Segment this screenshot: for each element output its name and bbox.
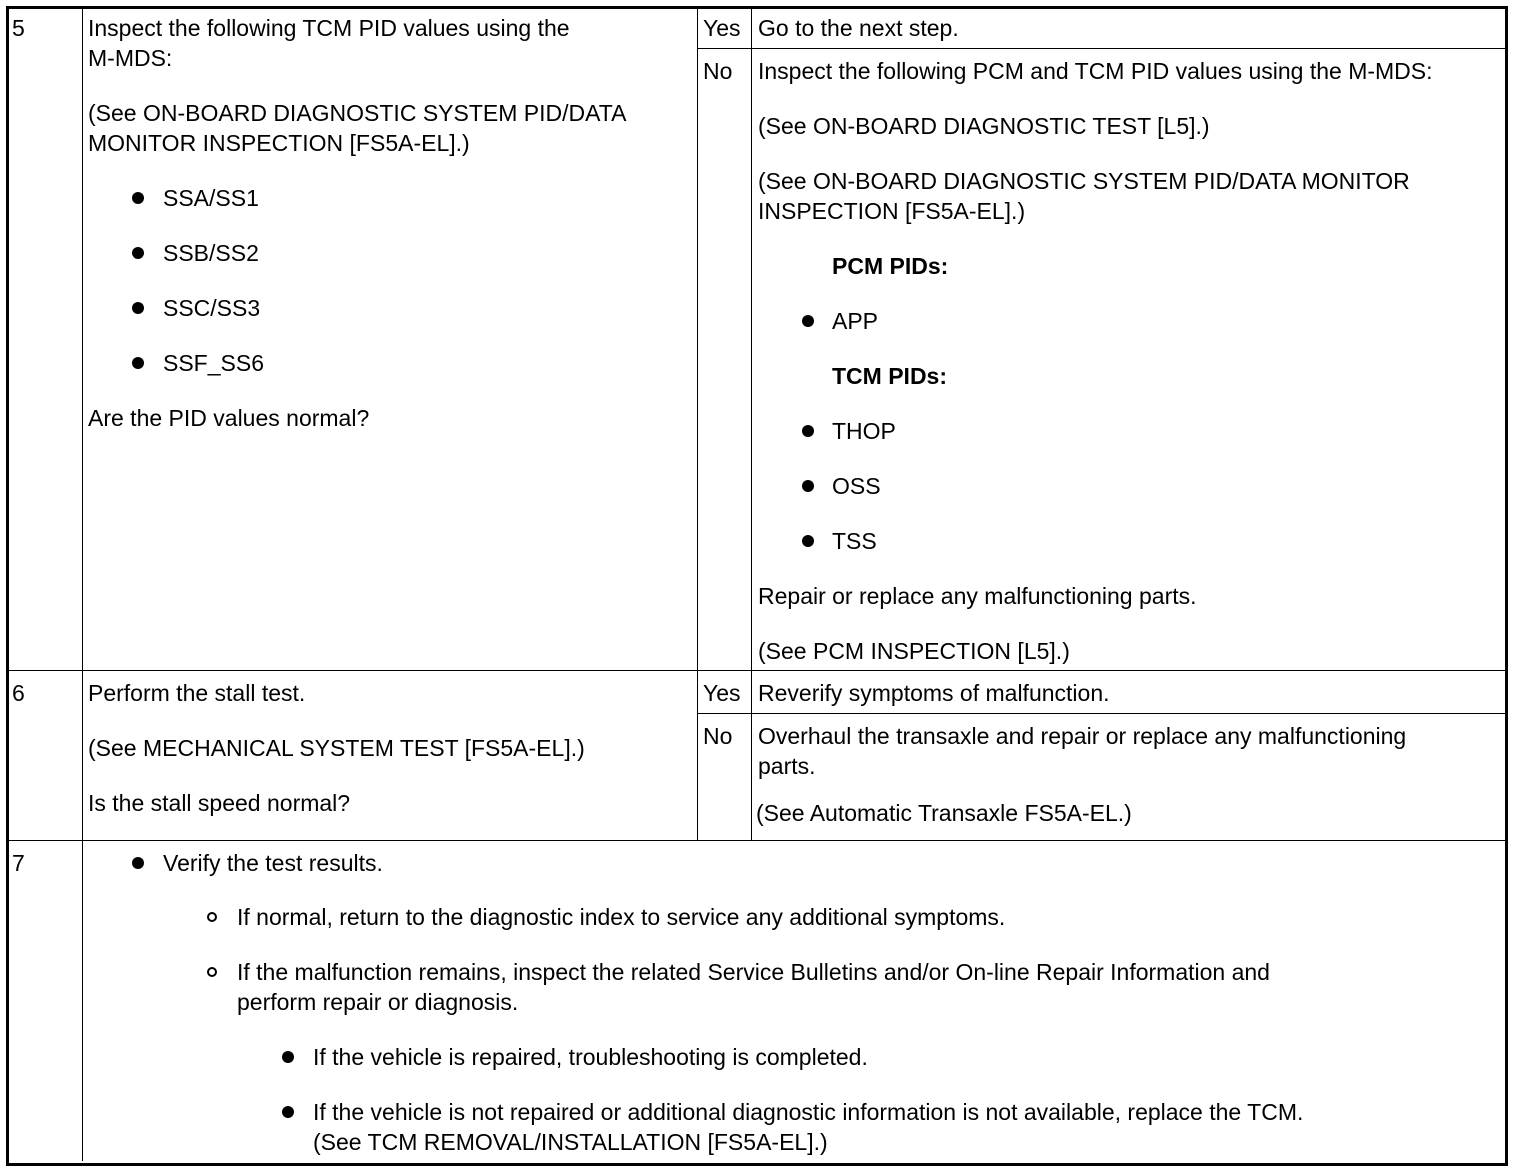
step7-verify: Verify the test results. bbox=[163, 850, 383, 876]
bullet-icon bbox=[132, 247, 144, 259]
step7-remains-line1: If the malfunction remains, inspect the related Service Bulletins and/or On-line Repair Information and bbox=[237, 959, 1270, 985]
bullet-icon bbox=[802, 315, 814, 327]
result-column-divider-step5 bbox=[751, 9, 752, 670]
step6-action-line1: Perform the stall test. bbox=[88, 680, 306, 706]
step6-yes-no-divider bbox=[698, 713, 1505, 714]
step5-pid-item: SSC/SS3 bbox=[163, 295, 261, 321]
result-column-divider-step6 bbox=[751, 671, 752, 840]
step5-action-see1: (See ON-BOARD DIAGNOSTIC SYSTEM PID/DATA bbox=[88, 100, 627, 126]
bullet-icon bbox=[132, 857, 144, 869]
bullet-icon bbox=[802, 535, 814, 547]
step5-action-line1: Inspect the following TCM PID values using the bbox=[88, 15, 570, 41]
step-number-7: 7 bbox=[12, 850, 25, 876]
step5-yes-result: Go to the next step. bbox=[758, 15, 959, 41]
action-column-divider-step6 bbox=[697, 671, 698, 840]
step6-yes-label: Yes bbox=[703, 680, 741, 706]
step7-repaired: If the vehicle is repaired, troubleshooting is completed. bbox=[313, 1044, 868, 1070]
row-divider-6-7 bbox=[9, 840, 1505, 841]
step-number-6: 6 bbox=[12, 680, 25, 706]
step5-no-see3: (See PCM INSPECTION [L5].) bbox=[758, 638, 1070, 664]
bullet-icon bbox=[802, 480, 814, 492]
step-number-5: 5 bbox=[12, 15, 25, 41]
step5-no-intro: Inspect the following PCM and TCM PID values using the M-MDS: bbox=[758, 58, 1433, 84]
tcm-pid-item: THOP bbox=[832, 418, 896, 444]
step5-pid-item: SSA/SS1 bbox=[163, 185, 259, 211]
step7-not-repaired-line2: (See TCM REMOVAL/INSTALLATION [FS5A-EL].) bbox=[313, 1129, 828, 1155]
step6-no-label: No bbox=[703, 723, 733, 749]
step5-pid-item: SSF_SS6 bbox=[163, 350, 264, 376]
tcm-pid-item: TSS bbox=[832, 528, 877, 554]
step5-yes-label: Yes bbox=[703, 15, 741, 41]
hollow-bullet-icon bbox=[207, 912, 217, 922]
bullet-icon bbox=[132, 192, 144, 204]
step7-normal: If normal, return to the diagnostic index to service any additional symptoms. bbox=[237, 904, 1006, 930]
step5-no-label: No bbox=[703, 58, 733, 84]
pcm-pid-item: APP bbox=[832, 308, 879, 334]
step6-no-line1: Overhaul the transaxle and repair or replace any malfunctioning bbox=[758, 723, 1407, 749]
step-column-divider bbox=[82, 9, 83, 1161]
step6-yes-result: Reverify symptoms of malfunction. bbox=[758, 680, 1110, 706]
step5-action-line2: M-MDS: bbox=[88, 45, 173, 71]
step5-action-see2: MONITOR INSPECTION [FS5A-EL].) bbox=[88, 130, 470, 156]
pcm-pids-header: PCM PIDs: bbox=[832, 253, 949, 279]
action-column-divider-step5 bbox=[697, 9, 698, 670]
hollow-bullet-icon bbox=[207, 967, 217, 977]
step6-no-line2: parts. bbox=[758, 753, 816, 779]
step5-no-see1: (See ON-BOARD DIAGNOSTIC TEST [L5].) bbox=[758, 113, 1210, 139]
step7-not-repaired-line1: If the vehicle is not repaired or additional diagnostic information is not available, replace the TCM. bbox=[313, 1099, 1304, 1125]
step7-remains-line2: perform repair or diagnosis. bbox=[237, 989, 519, 1015]
tcm-pids-header: TCM PIDs: bbox=[832, 363, 947, 389]
step6-question: Is the stall speed normal? bbox=[88, 790, 351, 816]
bullet-icon bbox=[132, 302, 144, 314]
bullet-icon bbox=[282, 1106, 294, 1118]
bullet-icon bbox=[282, 1051, 294, 1063]
step5-no-repair: Repair or replace any malfunctioning parts. bbox=[758, 583, 1197, 609]
step5-no-see2b: INSPECTION [FS5A-EL].) bbox=[758, 198, 1026, 224]
row-divider-5-6 bbox=[9, 670, 1505, 671]
step6-action-see: (See MECHANICAL SYSTEM TEST [FS5A-EL].) bbox=[88, 735, 585, 761]
step5-pid-item: SSB/SS2 bbox=[163, 240, 259, 266]
bullet-icon bbox=[802, 425, 814, 437]
tcm-pid-item: OSS bbox=[832, 473, 881, 499]
bullet-icon bbox=[132, 357, 144, 369]
step5-no-see2a: (See ON-BOARD DIAGNOSTIC SYSTEM PID/DATA MONITOR bbox=[758, 168, 1410, 194]
step5-yes-no-divider bbox=[698, 48, 1505, 49]
step6-no-see: (See Automatic Transaxle FS5A-EL.) bbox=[756, 800, 1132, 826]
step5-question: Are the PID values normal? bbox=[88, 405, 370, 431]
